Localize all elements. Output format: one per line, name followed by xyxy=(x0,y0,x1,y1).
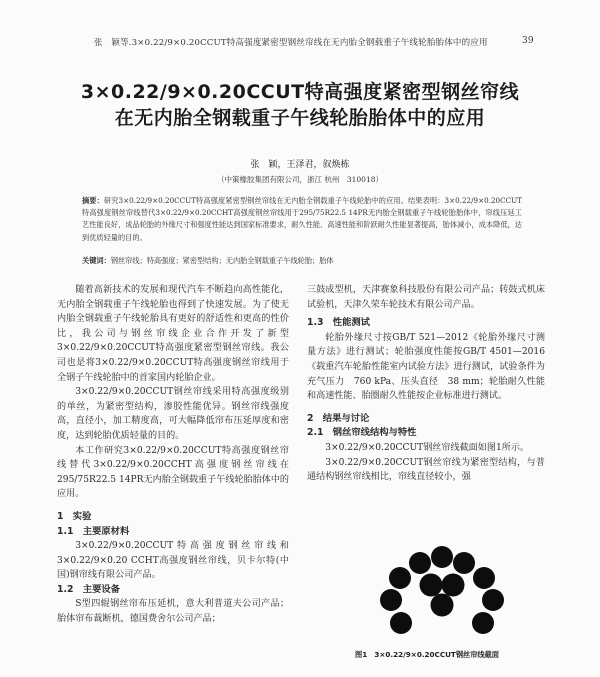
page-number: 39 xyxy=(522,36,534,46)
abstract xyxy=(82,195,522,244)
section-1-3-heading: 1.3 性能测试 xyxy=(307,317,370,329)
outer-wire-7 xyxy=(482,589,504,611)
intro-paragraph-3: 本工作研究3×0.22/9×0.20CCUT特高强度钢丝帘线替代3×0.22/9×0.20CCHT高强度钢丝帘线在295/75R22.5 14PR无内胎全钢载重子午线轮胎胎体中的应用。 xyxy=(57,445,290,500)
title-line-2: 在无内胎全钢载重子午线轮胎胎体中的应用 xyxy=(114,107,486,129)
authors: 张 颖，王泽君，叙焕栋 xyxy=(250,160,350,170)
section-2-1-heading: 2.1 钢丝帘线结构与特性 xyxy=(307,427,417,439)
outer-wire-1 xyxy=(431,546,453,568)
outer-wire-3 xyxy=(453,552,475,574)
article-title xyxy=(0,79,600,131)
figure-caption: 图1 3×0.22/9×0.20CCUT钢丝帘线截面 xyxy=(355,650,499,659)
keywords-label: 关键词： xyxy=(82,256,111,265)
core-wire-2 xyxy=(442,574,465,597)
outer-wire-6 xyxy=(380,589,402,611)
right-column xyxy=(307,283,545,485)
testing-paragraph: 轮胎外缘尺寸按GB/T 521—2012《轮胎外缘尺寸测量方法》进行测试；轮胎强度性能按GB/T 4501—2016《载重汽车轮胎性能室内试验方法》进行测试，试验条件为充气压力 760 kPa、压头直径 38 mm；轮胎耐久性能和高速性能、胎圈耐久性能按企业标准进行测试。 xyxy=(307,332,545,402)
abstract-label: 摘要： xyxy=(82,196,104,205)
section-1-1-heading: 1.1 主要原材料 xyxy=(57,525,130,537)
equipment-paragraph: S型四辊钢丝帘布压延机，意大利普道夫公司产品；胎体帘布裁断机，德国费舍尔公司产品； xyxy=(57,599,289,625)
intro-paragraph-1: 随着高新技术的发展和现代汽车不断趋向高性能化，无内胎全钢载重子午线轮胎也得到了快速发展。为了使无内胎全钢载重子午线轮胎具有更好的舒适性和更高的性价比，我公司与钢丝帘线企业合作开发了新型3×0.22/9×0.20CCUT特高强度紧密型钢丝帘线。我公司也是将3×0.22/9×0.20CCUT特高强度钢丝帘线用于全钢子午线轮胎中的首家国内轮胎企业。 xyxy=(57,285,289,383)
left-column xyxy=(57,283,289,627)
outer-wire-4 xyxy=(389,567,411,589)
section-1-heading: 1 实验 xyxy=(57,510,92,522)
outer-wire-5 xyxy=(473,567,495,589)
outer-wire-2 xyxy=(409,552,431,574)
intro-paragraph-2: 3×0.22/9×0.20CCUT钢丝帘线采用特高强度级别的单丝，为紧密型结构，渗胶性能优异。钢丝帘线强度高，直径小，加工精度高，可大幅降低帘布压延厚度和密度，达到轮胎优质轻量的目的。 xyxy=(57,387,289,441)
cord-cross-section-figure xyxy=(357,545,527,645)
section-2-1-paragraph-a: 3×0.22/9×0.20CCUT钢丝帘线截面如图1所示。 xyxy=(325,442,530,453)
core-wire-1 xyxy=(420,574,443,597)
keywords-text: 钢丝帘线；特高强度；紧密型结构；无内胎全钢载重子午线轮胎；胎体 xyxy=(110,256,334,265)
outer-wire-8 xyxy=(390,612,412,634)
affiliation: （中策橡胶集团有限公司，浙江 杭州 310018） xyxy=(216,175,383,184)
section-2-heading: 2 结果与讨论 xyxy=(307,412,370,424)
section-1-2-heading: 1.2 主要设备 xyxy=(57,583,120,595)
materials-paragraph: 3×0.22/9×0.20CCUT特高强度钢丝帘线和3×0.22/9×0.20 CCHT高强度钢丝帘线，贝卡尔特(中国)钢帘线有限公司产品。 xyxy=(57,541,289,581)
section-2-1-paragraph-b: 3×0.22/9×0.20CCUT钢丝帘线为紧密型结构，与普通结构钢丝帘线相比，帘线直径较小，强 xyxy=(307,457,545,483)
equipment-continued: 三鼓成型机，天津赛象科技股份有限公司产品；转鼓式机床试验机，天津久荣车轮技术有限公司产品。 xyxy=(307,285,545,310)
outer-wire-9 xyxy=(472,612,494,634)
core-wire-3 xyxy=(431,594,454,617)
keywords xyxy=(82,256,522,266)
title-line-1: 3×0.22/9×0.20CCUT特高强度紧密型钢丝帘线 xyxy=(80,81,520,103)
abstract-text: 研究3×0.22/9×0.20CCUT特高强度紧密型钢丝帘线在无内胎全钢载重子午线轮胎中的应用。结果表明：3×0.22/9×0.20CCUT特高强度钢丝帘线替代3×0.22/9×0.20CCHT高强度钢丝帘线用于295/75R22.5 14PR无内胎全钢载重子午线轮胎胎体中，帘线压延工艺性能良好，成品轮胎的外缘尺寸和强度性能达到国家标准要求，耐久性能、高速性能和阶跃耐久性能显著提高，胎体减小，成本降低，达到优质轻量的目的。 xyxy=(82,196,522,242)
running-head-text: 张 颖等.3×0.22/9×0.20CCUT特高强度紧密型钢丝帘线在无内胎全钢载重子午线轮胎胎体中的应用 xyxy=(94,38,488,48)
wire-group xyxy=(380,546,504,634)
